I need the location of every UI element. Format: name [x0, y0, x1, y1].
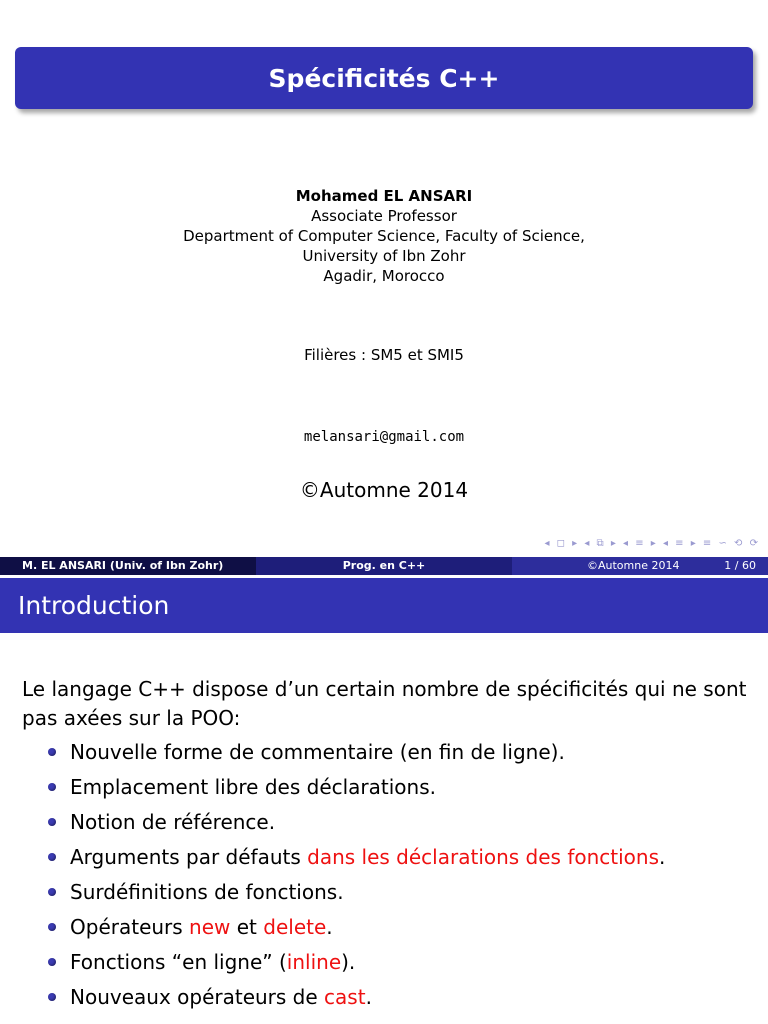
list-item: Emplacement libre des déclarations. — [48, 773, 748, 808]
author-name: Mohamed EL ANSARI — [295, 187, 473, 205]
date-text: ©Automne 2014 — [299, 478, 469, 502]
filieres-text: Filières : SM5 et SMI5 — [304, 346, 464, 364]
list-item: Nouveaux opérateurs de cast. — [48, 983, 748, 1018]
bullet-icon — [48, 748, 56, 756]
author-university: University of Ibn Zohr — [302, 247, 466, 265]
list-item: Nouvelle forme de commentaire (en fin de ligne). — [48, 738, 748, 773]
footer-right — [512, 557, 768, 575]
bullet-icon — [48, 958, 56, 966]
list-item: Surdéfinitions de fonctions. — [48, 878, 748, 913]
author-department: Department of Computer Science, Faculty of Science, — [183, 227, 585, 245]
footer-bar — [0, 557, 768, 575]
intro-paragraph: Le langage C++ dispose d’un certain nombre de spécificités qui ne sont pas axées sur la POO: — [22, 677, 747, 730]
slide-title: Spécificités C++ — [268, 63, 500, 93]
footer-date: ©Automne 2014 — [587, 559, 680, 572]
list-item: Opérateurs new et delete. — [48, 913, 748, 948]
footer-course: Prog. en C++ — [256, 557, 512, 575]
email-text: melansari@gmail.com — [303, 429, 465, 445]
footer-page-number: 1 / 60 — [724, 559, 756, 572]
bullet-icon — [48, 923, 56, 931]
slide-title-box — [15, 47, 753, 109]
author-location: Agadir, Morocco — [323, 267, 445, 285]
author-block — [0, 186, 768, 286]
bullet-list — [48, 738, 748, 1018]
author-role: Associate Professor — [311, 207, 457, 225]
navigation-symbols[interactable]: ◂ ◻ ▸ ◂ ⧉ ▸ ◂ ≡ ▸ ◂ ≡ ▸ ≡ ∽ ⟲ ⟳ — [544, 538, 760, 549]
bullet-icon — [48, 783, 56, 791]
footer-author: M. EL ANSARI (Univ. of Ibn Zohr) — [0, 557, 256, 575]
frame-title: Introduction — [0, 578, 768, 633]
bullet-icon — [48, 853, 56, 861]
list-item: Notion de référence. — [48, 808, 748, 843]
list-item: Fonctions “en ligne” (inline). — [48, 948, 748, 983]
bullet-icon — [48, 888, 56, 896]
introduction-slide — [0, 578, 768, 1024]
bullet-icon — [48, 993, 56, 1001]
bullet-icon — [48, 818, 56, 826]
list-item: Arguments par défauts dans les déclarations des fonctions. — [48, 843, 748, 878]
